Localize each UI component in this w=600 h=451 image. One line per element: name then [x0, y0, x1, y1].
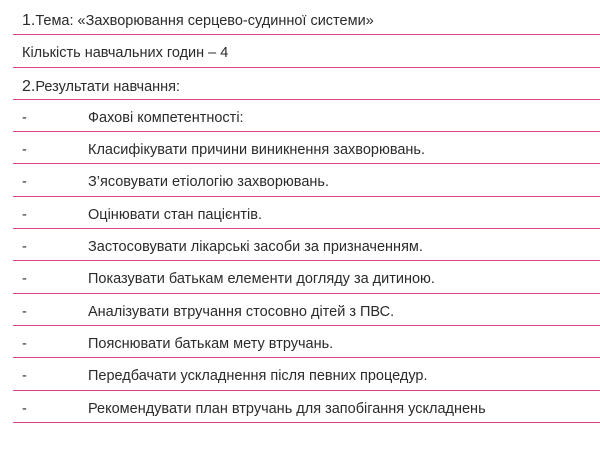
list-item — [13, 100, 600, 132]
list-item — [13, 164, 600, 196]
hours-row — [13, 35, 600, 67]
hours-text: Кількість навчальних годин – 4 — [22, 45, 229, 62]
topic-row — [13, 3, 600, 35]
list-item — [13, 391, 600, 423]
results-line — [22, 79, 180, 95]
bullet-dash: - — [22, 368, 27, 385]
bullet-dash: - — [22, 174, 27, 191]
bullet-dash: - — [22, 400, 27, 417]
results-number: 2. — [22, 77, 36, 95]
topic-line — [22, 13, 374, 29]
document-table — [13, 3, 600, 423]
list-item — [13, 197, 600, 229]
list-item — [13, 326, 600, 358]
list-item-text: Застосовувати лікарські засоби за призначенням. — [88, 239, 423, 256]
results-list — [13, 100, 600, 423]
list-item-text: Пояснювати батькам мету втручань. — [88, 335, 334, 352]
list-item-text: Аналізувати втручання стосовно дітей з ПВС. — [88, 303, 395, 320]
list-item — [13, 229, 600, 261]
bullet-dash: - — [22, 239, 27, 256]
bullet-dash: - — [22, 206, 27, 223]
list-item-text: Фахові компетентності: — [88, 109, 244, 126]
list-item — [13, 358, 600, 390]
bullet-dash: - — [22, 271, 27, 288]
list-item-text: Оцінювати стан пацієнтів. — [88, 206, 263, 223]
list-item-text: Передбачати ускладнення після певних процедур. — [88, 368, 428, 385]
topic-text: Тема: «Захворювання серцево-судинної системи» — [35, 13, 374, 29]
list-item-text: Показувати батькам елементи догляду за дитиною. — [88, 271, 435, 288]
list-item-text: Рекомендувати план втручань для запобігання ускладнень — [88, 400, 486, 417]
topic-number: 1. — [22, 12, 36, 29]
list-item — [13, 132, 600, 164]
list-item — [13, 261, 600, 293]
bullet-dash: - — [22, 303, 27, 320]
list-item-text: Класифікувати причини виникнення захворювань. — [88, 142, 426, 159]
results-row — [13, 68, 600, 100]
bullet-dash: - — [22, 109, 27, 126]
list-item-text: З’ясовувати етіологію захворювань. — [88, 174, 329, 191]
list-item — [13, 294, 600, 326]
bullet-dash: - — [22, 335, 27, 352]
bullet-dash: - — [22, 142, 27, 159]
results-text: Результати навчання: — [35, 78, 181, 95]
